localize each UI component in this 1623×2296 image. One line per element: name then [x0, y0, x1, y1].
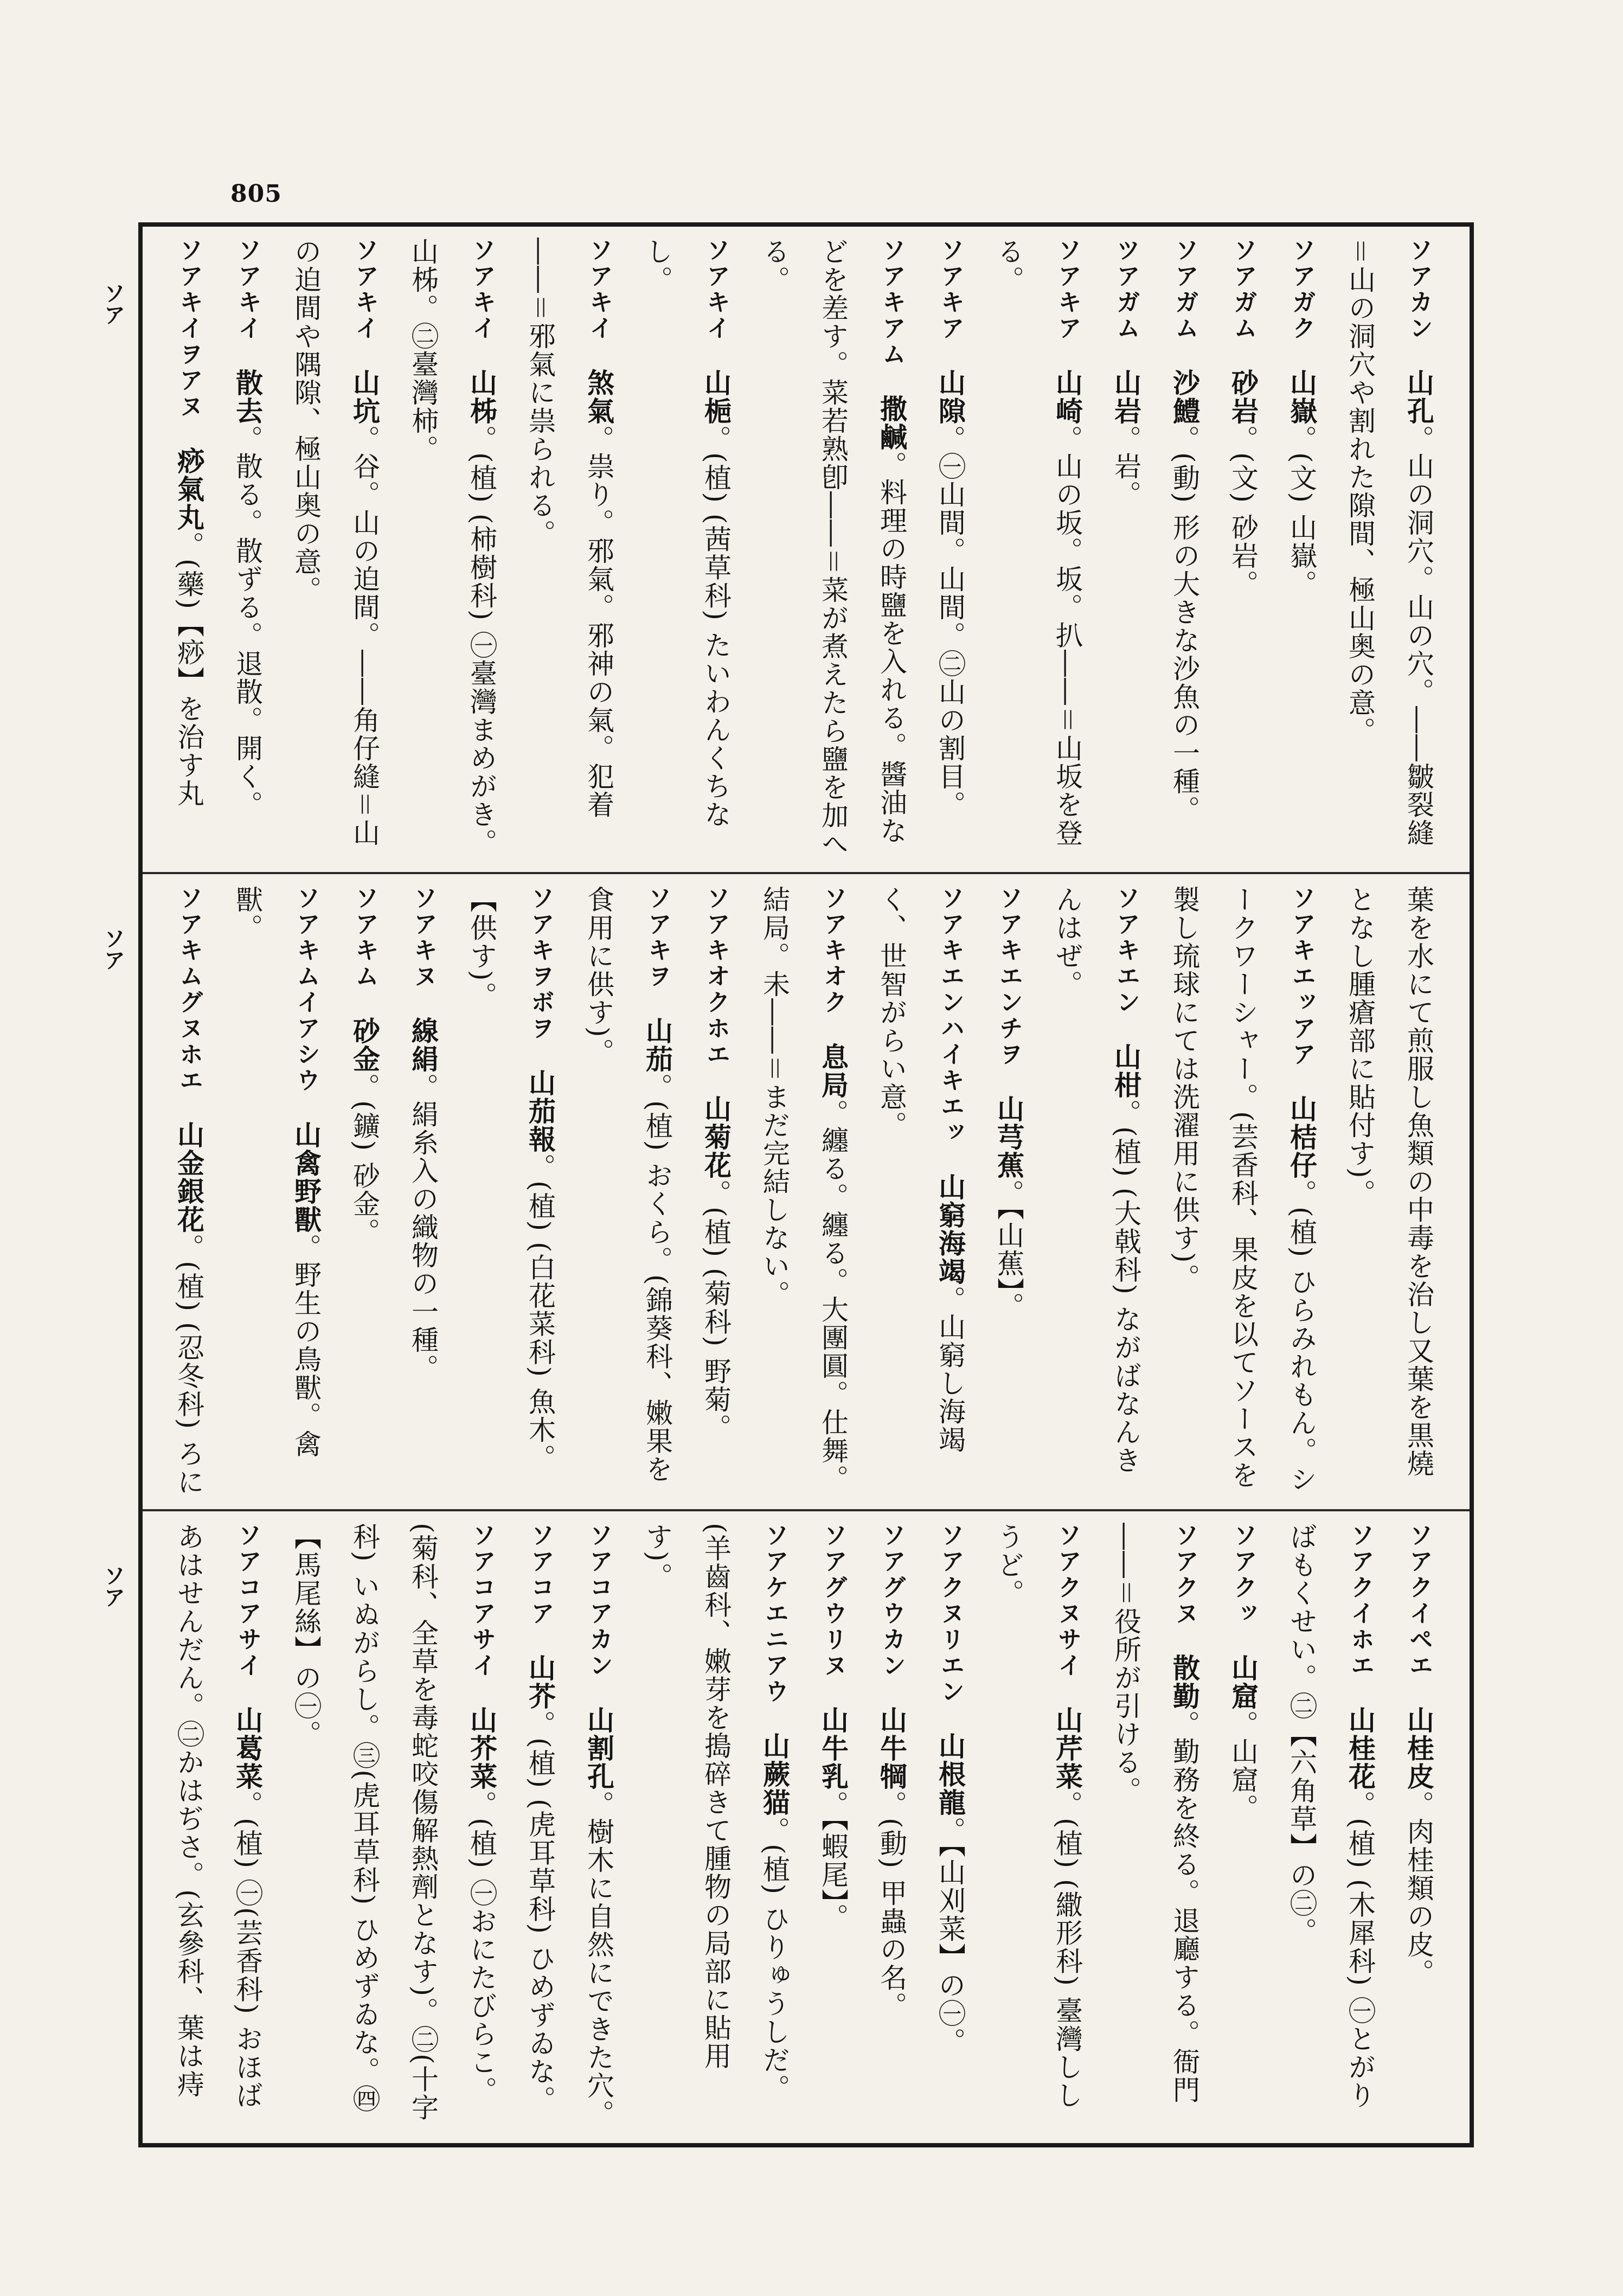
tier-bottom: [164, 1523, 1448, 2135]
entry-headword: ツアガム: [1112, 238, 1140, 342]
dictionary-entry: ソアキイ 煞氣。祟り。邪氣。邪神の氣。犯着――＝邪氣に祟られる。: [524, 238, 615, 819]
entry-kanji: 散勤: [1169, 1654, 1201, 1710]
dictionary-entry: ソアキエッアア 山桔仔。(植) ひらみれもん。シークワーシャー。(芸香科、果皮を以てソースを製し琉球にては洗濯用に供す)。: [1169, 886, 1318, 1493]
entry-definition: 【山蕉】。: [993, 1207, 1024, 1320]
dictionary-entry: ソアキムグヌホエ 山金銀花。(植) (忍冬科) ろに: [164, 886, 218, 1498]
entry-headword: ソアクッ: [1229, 1523, 1257, 1627]
tier-divider: [143, 872, 1470, 874]
entry-definition: (動) 甲蟲の名。: [876, 1818, 907, 2020]
side-label-bottom: ソア: [100, 1564, 126, 1608]
dictionary-entry: ソアキイ 山坑。谷。山の迫間。――角仔縫＝山の迫間や隅隙、極山奥の意。: [290, 238, 381, 847]
dictionary-entry: ソアクッ 山窟。山窟。: [1227, 1523, 1259, 1822]
entry-definition: (植) (木犀科) ㊀とがりばもくせい。㊁【六角草】の㊁。: [1286, 1523, 1376, 2109]
entry-headword: ソアキイ: [585, 238, 613, 342]
dictionary-entry: ソアキアム 撒鹹。料理の時鹽を入れる。醬油などを差す。菜若熟卽――＝菜が煮えたら鹽を加へる。: [759, 238, 908, 858]
tier-divider: [143, 1509, 1470, 1511]
entry-kanji: 山崎: [1051, 369, 1083, 425]
dictionary-entry: ソアコア 山芥。(植) (虎耳草科) ひめずゐな。: [524, 1523, 556, 2114]
side-label-top: ソア: [100, 282, 126, 325]
entry-kanji: 山茄: [641, 1017, 673, 1073]
dictionary-entry: ソアカン 山孔。山の洞穴。山の穴。――皺裂縫＝山の洞穴や割れた隙間、極山奥の意。: [1344, 238, 1435, 847]
dictionary-entry: ソアキア 山隙。㊀山間。山間。㊁山の割目。: [934, 238, 966, 819]
entry-kanji: 山柹: [466, 369, 498, 425]
entry-definition: 山の洞穴。山の穴。――皺裂縫＝山の洞穴や割れた隙間、極山奥の意。: [1344, 238, 1434, 847]
dictionary-entry: ソアガク 山嶽。(文) 山嶽。: [1286, 238, 1318, 598]
entry-kanji: 山孔: [1403, 369, 1435, 425]
dictionary-entry: ソアコアサイ 山芥菜。(植) ㊀おにたびらこ。(菊科、全草を毒蛇咬傷解熱劑となす)。㊁(十字科) いぬがらし。㊂(虎耳草科) ひめずゐな。㊃【馬尾絲】の㊀。: [290, 1523, 498, 2122]
dictionary-entry: ソアキイヲアヌ 痧氣丸。(藥)【痧】を治す丸: [164, 238, 218, 861]
entry-kanji: 山葛菜: [232, 1706, 264, 1791]
entry-kanji: 砂岩: [1227, 369, 1259, 425]
entry-headword: ソアコアカン: [585, 1523, 613, 1679]
entry-headword: ソアクイペエ: [1405, 1523, 1433, 1679]
entry-kanji: 山芹菜: [1051, 1706, 1083, 1791]
entry-definition: (植) (忍冬科) ろに: [173, 1261, 204, 1496]
entry-definition: 肉桂類の皮。: [1403, 1818, 1434, 1987]
entry-headword: ソアクイホエ: [1346, 1523, 1374, 1679]
side-label-middle: ソア: [100, 927, 126, 971]
dictionary-entry: ツアガム 山岩。岩。: [1110, 238, 1142, 509]
entry-definition: (植) (繖形科) 臺灣ししうど。: [993, 1523, 1083, 2109]
dictionary-entry: ソアグウリヌ 山牛乳。【蝦尾】。: [817, 1523, 849, 1932]
dictionary-entry: ソアキム 砂金。(鑛) 砂金。: [349, 886, 381, 1246]
entry-headword: ソアキヲ: [644, 886, 671, 990]
entry-definition: (藥)【痧】を治す丸: [173, 559, 204, 808]
entry-definition: (植) (柿樹科) ㊀臺灣まめがき。山柹。㊁臺灣柿。: [407, 238, 497, 857]
entry-continuation: 葉を水にて煎服し魚類の中毒を治し又葉を黒燒となし腫瘡部に貼付す)。: [1344, 886, 1434, 1478]
tier-top: [164, 238, 1448, 861]
entry-headword: ソアクヌサイ: [1054, 1523, 1081, 1679]
entry-kanji: 山金銀花: [173, 1121, 205, 1234]
dictionary-entry: ソアグウカン 山牛犅。(動) 甲蟲の名。: [876, 1523, 908, 2020]
dictionary-entry: ソアクヌリエン 山根龍。【山刈菜】の㊀。: [934, 1523, 966, 2056]
entry-headword: ソアコアサイ: [468, 1523, 496, 1679]
entry-headword: ソアキムイアシウ: [292, 886, 320, 1094]
dictionary-entry: ソアキエンチヲ 山芎蕉。【山蕉】。: [993, 886, 1025, 1320]
entry-kanji: 山窟: [1227, 1654, 1259, 1710]
entry-definition: 【山刈菜】の㊀。: [934, 1844, 966, 2056]
entry-headword: ソアケエニアウ: [761, 1523, 788, 1705]
dictionary-entry: ソアコアサイ 山葛菜。(植) ㊀(芸香科) おほばあはせんだん。㊁かはぢさ。(玄參科、葉は痔: [164, 1523, 277, 2135]
entry-headword: ソアガム: [1229, 238, 1257, 342]
entry-headword: ソアキアム: [878, 238, 906, 368]
entry-headword: ソアキイ: [234, 238, 261, 342]
entry-definition: (植) ひらみれもん。シークワーシャー。(芸香科、果皮を以てソースを製し琉球にては洗濯用に供す)。: [1169, 886, 1317, 1493]
entry-headword: ソアクヌリエン: [936, 1523, 964, 1705]
dictionary-entry: ソアキヌ 線絹。絹糸入の織物の一種。: [407, 886, 439, 1382]
entry-headword: ソアガク: [1288, 238, 1316, 342]
entry-headword: ソアカン: [1405, 238, 1433, 342]
entry-definition: 岩。: [1110, 452, 1141, 509]
dictionary-entry: ソアキヲボヲ 山茄報。(植) (白花菜科) 魚木。【供す)。: [466, 886, 556, 1472]
entry-kanji: 息局: [817, 1043, 849, 1099]
entry-kanji: 線絹: [407, 1017, 439, 1073]
dictionary-entry: ソアキエン 山柑。(植) (大戟科) ながばなんきんはぜ。: [1051, 886, 1142, 1474]
dictionary-entry: ソアキイ 山柹。(植) (柿樹科) ㊀臺灣まめがき。山柹。㊁臺灣柿。: [407, 238, 498, 857]
entry-definition: 散る。散ずる。退散。開く。: [232, 452, 263, 819]
entry-headword: ソアキイ: [468, 238, 496, 342]
entry-headword: ソアガム: [1171, 238, 1198, 342]
entry-kanji: 山牛乳: [817, 1706, 849, 1791]
entry-definition: 谷。山の迫間。――角仔縫＝山の迫間や隅隙、極山奥の意。: [290, 238, 380, 847]
entry-kanji: 山禽野獸: [290, 1121, 322, 1234]
dictionary-entry: ソアクヌサイ 山芹菜。(植) (繖形科) 臺灣ししうど。: [993, 1523, 1083, 2109]
entry-kanji: 砂金: [349, 1017, 381, 1073]
dictionary-entry: ソアガム 沙鱧。(動) 形の大きな沙魚の一種。: [1169, 238, 1201, 824]
entry-definition: (植) ㊀(芸香科) おほばあはせんだん。㊁かはぢさ。(玄參科、葉は痔: [173, 1523, 263, 2109]
entry-definition: (植) (菊科) 野菊。: [700, 1207, 732, 1442]
entry-kanji: 山柑: [1110, 1043, 1142, 1099]
entry-definition: (文) 砂岩。: [1227, 452, 1259, 598]
entry-headword: ソアキイ: [351, 238, 379, 342]
entry-headword: ソアキエンハイキエッ: [936, 886, 964, 1146]
entry-headword: ソアキア: [936, 238, 964, 342]
entry-definition: (植) (茜草科) たいわんくちなし。: [641, 238, 732, 829]
entry-definition: 樹木に自然にできた穴。: [583, 1818, 614, 2128]
entry-kanji: 山芥: [524, 1654, 556, 1710]
dictionary-entry: ソアクイホエ 山桂花。(植) (木犀科) ㊀とがりばもくせい。㊁【六角草】の㊁。: [1286, 1523, 1376, 2109]
entry-definition: (植) (虎耳草科) ひめずゐな。: [524, 1737, 556, 2114]
entry-kanji: 山隙: [934, 369, 966, 425]
entry-definition: (植) ㊀おにたびらこ。(菊科、全草を毒蛇咬傷解熱劑となす)。㊁(十字科) いぬがらし。㊂(虎耳草科) ひめずゐな。㊃【馬尾絲】の㊀。: [290, 1523, 497, 2122]
entry-definition: 絹糸入の織物の一種。: [407, 1100, 439, 1382]
entry-definition: ㊀山間。山間。㊁山の割目。: [934, 452, 966, 819]
entry-headword: ソアキエッアア: [1288, 886, 1316, 1068]
entry-definition: (植) (白花菜科) 魚木。【供す)。: [466, 886, 556, 1472]
entry-kanji: 撒鹹: [876, 395, 908, 451]
dictionary-entry: ソアキイ 山梔。(植) (茜草科) たいわんくちなし。: [641, 238, 732, 829]
dictionary-entry: ソアガム 砂岩。(文) 砂岩。: [1227, 238, 1259, 598]
entry-kanji: 煞氣: [583, 369, 615, 425]
entry-headword: ソアキイ: [702, 238, 730, 342]
dictionary-entry: ソアクイペエ 山桂皮。肉桂類の皮。: [1403, 1523, 1435, 1987]
entry-definition: 山窮し海竭く、世智がらい意。: [876, 886, 966, 1454]
entry-kanji: 山茄報: [524, 1069, 556, 1153]
entry-definition: 料理の時鹽を入れる。醬油などを差す。菜若熟卽――＝菜が煮えたら鹽を加へる。: [759, 238, 907, 858]
dictionary-entry: ソアコアカン 山割孔。樹木に自然にできた穴。: [583, 1523, 615, 2128]
entry-headword: ソアキム: [351, 886, 379, 990]
entry-kanji: 痧氣丸: [173, 447, 205, 531]
entry-definition: 山の坂。坂。扒――＝山坂を登る。: [993, 238, 1083, 847]
dictionary-entry: ソアキイ 散去。散る。散ずる。退散。開く。: [232, 238, 264, 819]
entry-kanji: 山梔: [700, 369, 732, 425]
entry-definition: (植) (大戟科) ながばなんきんはぜ。: [1051, 886, 1141, 1474]
entry-kanji: 山割孔: [583, 1706, 615, 1791]
entry-kanji: 山蕨猫: [759, 1732, 791, 1817]
entry-kanji: 山牛犅: [876, 1706, 908, 1791]
entry-headword: ソアキムグヌホエ: [175, 886, 203, 1094]
entry-headword: ソアグウリヌ: [819, 1523, 847, 1679]
entry-kanji: 沙鱧: [1169, 369, 1201, 425]
entry-headword: ソアグウカン: [878, 1523, 906, 1679]
entry-headword: ソアキイヲアヌ: [175, 238, 203, 420]
entry-definition: (植) おくら。(錦葵科、嫩果を食用に供す)。: [583, 886, 673, 1484]
entry-headword: ソアキエン: [1112, 886, 1140, 1016]
entry-kanji: 山根龍: [934, 1732, 966, 1817]
dictionary-entry: ソアキオクホエ 山菊花。(植) (菊科) 野菊。: [700, 886, 732, 1442]
entry-headword: ソアキア: [1054, 238, 1081, 342]
entry-headword: ソアキヌ: [409, 886, 437, 990]
entry-kanji: 山桂皮: [1403, 1706, 1435, 1791]
entry-kanji: 山窮海竭: [934, 1173, 966, 1286]
entry-headword: ソアキヲボヲ: [527, 886, 554, 1042]
dictionary-entry: ソアキエンハイキエッ 山窮海竭。山窮し海竭く、世智がらい意。: [876, 886, 966, 1454]
entry-kanji: 山岩: [1110, 369, 1142, 425]
dictionary-entry: ソアクヌ 散勤。勤務を終る。退廳する。衙門――＝役所が引ける。: [1110, 1523, 1201, 2104]
dictionary-entry: ソアキヲ 山茄。(植) おくら。(錦葵科、嫩果を食用に供す)。: [583, 886, 673, 1484]
entry-definition: 勤務を終る。退廳する。衙門――＝役所が引ける。: [1110, 1523, 1200, 2104]
entry-headword: ソアキエンチヲ: [995, 886, 1023, 1068]
dictionary-entry: ソアキムイアシウ 山禽野獸。野生の鳥獸。禽獸。: [232, 886, 322, 1458]
entry-definition: (植) ひりゅうしだ。(羊齒科、嫩芽を搗碎きて腫物の局部に貼用す)。: [641, 1523, 790, 2102]
page-number: 805: [230, 180, 282, 208]
entry-definition: 山窟。: [1227, 1737, 1259, 1822]
entry-definition: 【蝦尾】。: [817, 1818, 849, 1932]
entry-kanji: 山桂花: [1344, 1706, 1376, 1791]
entry-headword: ソアキオクホエ: [702, 886, 730, 1068]
entry-definition: 纏る。纏る。大團圓。仕舞。結局。未――＝まだ完結しない。: [759, 886, 849, 1493]
entry-definition: 祟り。邪氣。邪神の氣。犯着――＝邪氣に祟られる。: [524, 238, 614, 819]
tier-middle: [164, 886, 1448, 1498]
entry-kanji: 山芎蕉: [993, 1095, 1025, 1179]
dictionary-entry: ソアキオク 息局。纏る。纏る。大團圓。仕舞。結局。未――＝まだ完結しない。: [759, 886, 849, 1493]
entry-definition: (鑛) 砂金。: [349, 1100, 380, 1246]
dictionary-entry: ソアキア 山崎。山の坂。坂。扒――＝山坂を登る。: [993, 238, 1083, 847]
entry-headword: ソアコアサイ: [234, 1523, 261, 1679]
entry-kanji: 散去: [232, 369, 264, 425]
entry-kanji: 山菊花: [700, 1095, 732, 1179]
entry-headword: ソアコア: [527, 1523, 554, 1627]
entry-kanji: 山坑: [349, 369, 381, 425]
entry-kanji: 山嶽: [1286, 369, 1318, 425]
dictionary-entry: ソアケエニアウ 山蕨猫。(植) ひりゅうしだ。(羊齒科、嫩芽を搗碎きて腫物の局部に貼用す)。: [641, 1523, 791, 2102]
entry-headword: ソアクヌ: [1171, 1523, 1198, 1627]
entry-kanji: 山芥菜: [466, 1706, 498, 1791]
entry-definition: (動) 形の大きな沙魚の一種。: [1169, 452, 1200, 824]
entry-headword: ソアキオク: [819, 886, 847, 1016]
entry-kanji: 山桔仔: [1286, 1095, 1318, 1179]
entry-definition: 野生の鳥獸。禽獸。: [232, 886, 322, 1458]
content-frame: [138, 222, 1474, 2147]
entry-definition: (文) 山嶽。: [1286, 452, 1317, 598]
